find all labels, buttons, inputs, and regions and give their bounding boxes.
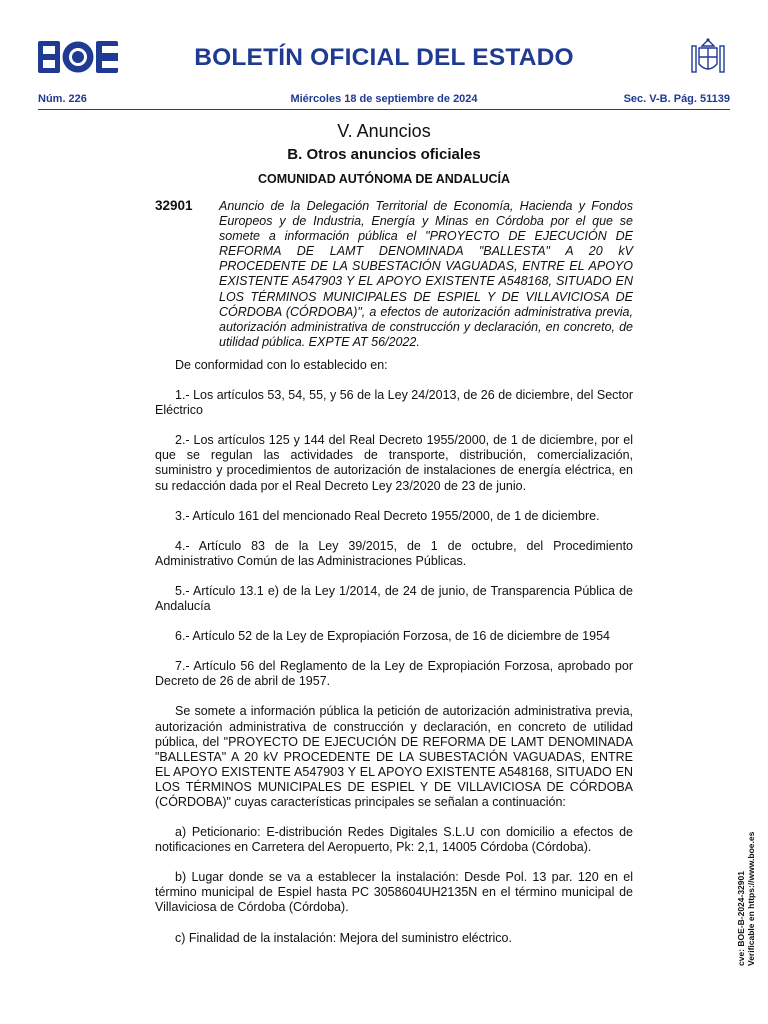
body-paragraph: a) Peticionario: E-distribución Redes Digitales S.L.U con domicilio a efectos de notificaciones en Carretera del Aeropuerto, Pk: 2,1, 14005 Córdoba (Córdoba). — [155, 825, 633, 855]
body-paragraph: 7.- Artículo 56 del Reglamento de la Ley de Expropiación Forzosa, aprobado por Decreto de 26 de abril de 1957. — [155, 659, 633, 689]
issue-date: Miércoles 18 de septiembre de 2024 — [290, 93, 478, 105]
verification-note — [736, 832, 756, 966]
announcement-body — [155, 358, 633, 961]
body-paragraph: 4.- Artículo 83 de la Ley 39/2015, de 1 de octubre, del Procedimiento Administrativo Común de las Administraciones Públicas. — [155, 538, 633, 568]
subsection-title: B. Otros anuncios oficiales — [287, 146, 481, 163]
body-paragraph: 2.- Los artículos 125 y 144 del Real Decreto 1955/2000, de 1 de diciembre, por el que se regulan las actividades de transporte, distribución, comercialización, suministro y procedimientos de autorización de instalaciones de energía eléctrica, en su redacción dada por el Real Decreto Ley 23/2020 de 23 de junio. — [155, 433, 633, 493]
cve-code: cve: BOE-B-2024-32901 — [736, 871, 746, 966]
body-paragraph: 1.- Los artículos 53, 54, 55, y 56 de la Ley 24/2013, de 26 de diciembre, del Sector Eléctrico — [155, 388, 633, 418]
body-paragraph: 3.- Artículo 161 del mencionado Real Decreto 1955/2000, de 1 de diciembre. — [175, 508, 600, 523]
community-heading: COMUNIDAD AUTÓNOMA DE ANDALUCÍA — [257, 172, 511, 186]
header-divider — [38, 109, 730, 110]
publication-title: BOLETÍN OFICIAL DEL ESTADO — [194, 44, 574, 71]
section-page: Sec. V-B. Pág. 51139 — [623, 93, 730, 105]
announcement-number: 32901 — [155, 198, 193, 213]
issue-number: Núm. 226 — [38, 93, 87, 105]
body-paragraph: De conformidad con lo establecido en: — [175, 358, 388, 372]
body-paragraph: 6.- Artículo 52 de la Ley de Expropiación Forzosa, de 16 de diciembre de 1954 — [175, 629, 610, 644]
body-paragraph: Se somete a información pública la petición de autorización administrativa previa, autorización administrativa de construcción y declaración, en concreto de utilidad pública, del "PROYECTO DE EJECUCIÓN DE REFORMA DE LAMT DENOMINADA "BALLESTA" A 20 kV PROCEDENTE DE LA SUBESTACIÓN VAGUADAS, ENTRE EL APOYO EXISTENTE A547903 Y EL APOYO EXISTENTE A548168, SITUADO EN LOS TÉRMINOS MUNICIPALES DE ESPIEL Y DE VILLAVICIOSA DE CÓRDOBA (CÓRDOBA)" cuyas características principales se señalan a continuación: — [155, 704, 633, 809]
body-paragraph: b) Lugar donde se va a establecer la instalación: Desde Pol. 13 par. 120 en el término municipal de Espiel hasta PC 3058604UH2135N en el término municipal de Villaviciosa de Córdoba (Córdoba). — [155, 870, 633, 915]
section-title: V. Anuncios — [337, 121, 431, 141]
issue-header — [38, 93, 730, 107]
boe-logo-icon — [38, 41, 118, 73]
body-paragraph: c) Finalidad de la instalación: Mejora del suministro eléctrico. — [175, 930, 512, 945]
coat-of-arms-icon — [688, 36, 728, 78]
body-paragraph: 5.- Artículo 13.1 e) de la Ley 1/2014, de 24 de junio, de Transparencia Pública de Andalucía — [155, 583, 633, 614]
announcement-summary: Anuncio de la Delegación Territorial de Economía, Hacienda y Fondos Europeos y de Industria, Energía y Minas en Córdoba por el que se somete a información pública el "PROYECTO DE EJECUCIÓN DE REFORMA DE LAMT DENOMINADA "BALLESTA" A 20 kV PROCEDENTE DE LA SUBESTACIÓN VAGUADAS, ENTRE EL APOYO EXISTENTE A547903 Y EL APOYO EXISTENTE A548168, SITUADO EN LOS TÉRMINOS MUNICIPALES DE ESPIEL Y DE VILLAVICIOSA DE CÓRDOBA (CÓRDOBA)", a efectos de autorización administrativa previa, autorización administrativa de construcción y declaración, en concreto, de utilidad pública. EXPTE AT 56/2022. — [219, 199, 633, 349]
verify-url: Verificable en https://www.boe.es — [746, 831, 756, 966]
